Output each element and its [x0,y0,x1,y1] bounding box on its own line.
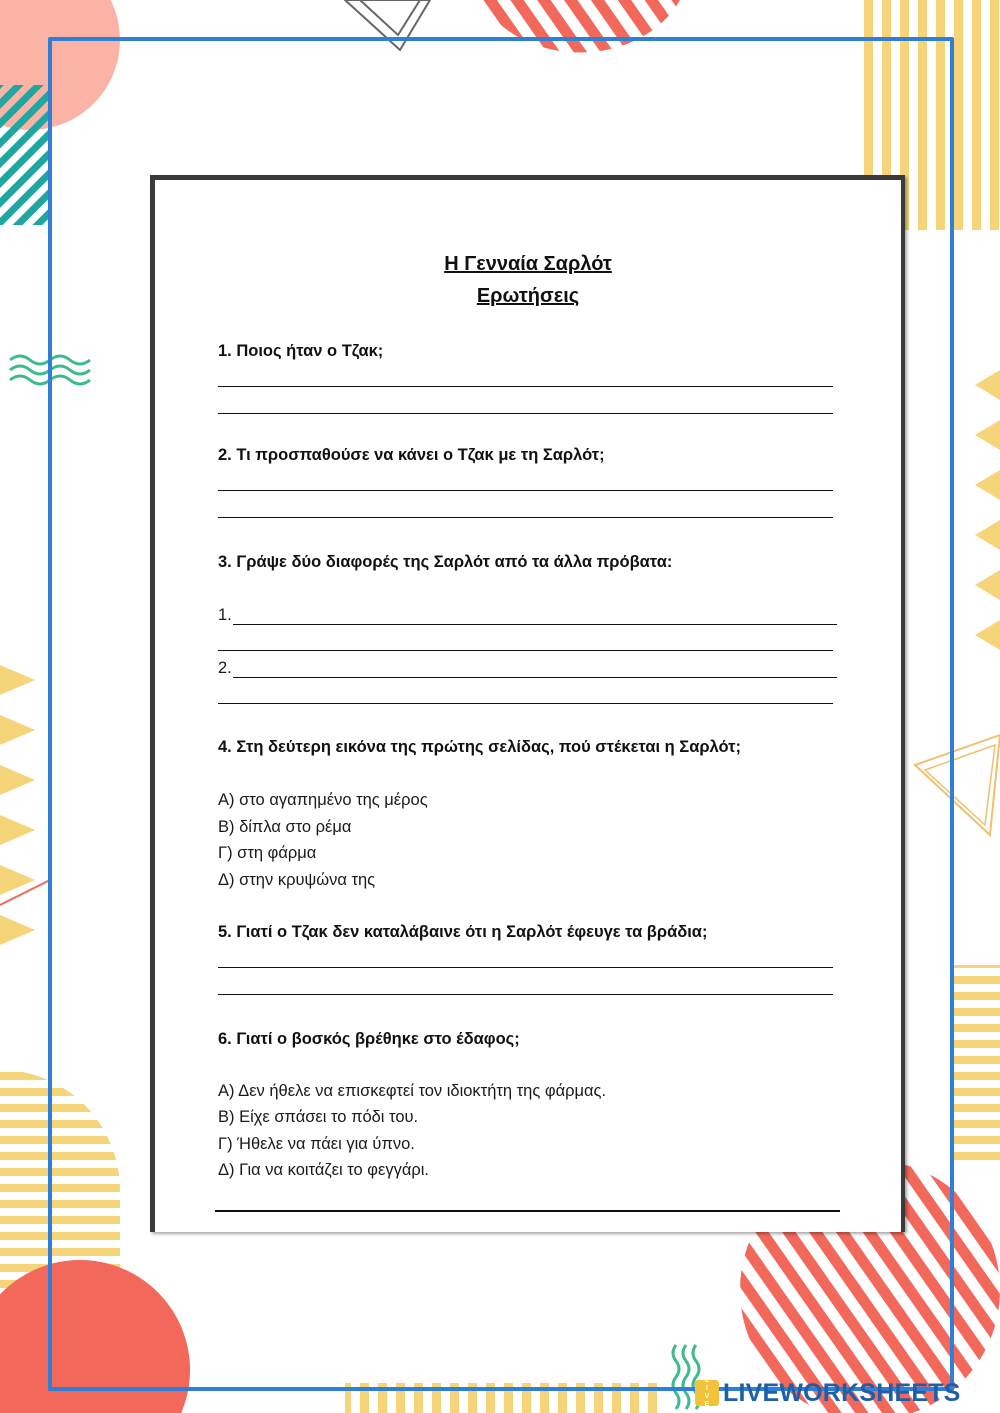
question-2: 2. Τι προσπαθούσε να κάνει ο Τζακ με τη Σαρλότ; [218,446,605,464]
question-4: 4. Στη δεύτερη εικόνα της πρώτης σελίδας, πού στέκεται η Σαρλότ; [218,738,742,756]
option-c[interactable]: Γ) Ήθελε να πάει για ύπνο. [218,1135,415,1153]
answer-line[interactable] [218,967,833,968]
option-d[interactable]: Δ) στην κρυψώνα της [218,871,376,889]
question-6: 6. Γιατί ο βοσκός βρέθηκε στο έδαφος; [218,1030,520,1048]
answer-line[interactable] [218,413,833,414]
option-a[interactable]: Α) Δεν ήθελε να επισκεφτεί τον ιδιοκτήτη της φάρμας. [218,1082,607,1100]
teal-stripe-block [0,85,50,225]
option-a[interactable]: Α) στο αγαπημένο της μέρος [218,791,428,809]
answer-line[interactable] [218,994,833,995]
option-c[interactable]: Γ) στη φάρμα [218,844,317,862]
brand-name: LIVEWORKSHEETS [723,1378,961,1407]
question-1: 1. Ποιος ήταν ο Τζακ; [218,342,384,360]
option-b[interactable]: Β) Είχε σπάσει το πόδι του. [218,1108,419,1126]
question-3: 3. Γράψε δύο διαφορές της Σαρλότ από τα άλλα πρόβατα: [218,553,673,571]
yellow-stripe-block-right [950,965,1000,1165]
liveworksheets-logo[interactable] [695,1375,961,1411]
answer-line[interactable] [218,490,833,491]
answer-line[interactable] [218,386,833,387]
answer-line[interactable] [218,703,833,704]
live-badge-icon: L I V E [695,1380,719,1406]
answer-number: 2. [218,659,232,677]
worksheet-title: Η Γενναία Σαρλότ [444,253,612,275]
question-5: 5. Γιατί ο Τζακ δεν καταλάβαινε ότι η Σαρλότ έφευγε τα βράδια; [218,923,708,941]
worksheet-page [150,175,905,1232]
page-bottom-rule [215,1210,840,1212]
answer-number: 1. [218,606,232,624]
option-d[interactable]: Δ) Για να κοιτάζει το φεγγάρι. [218,1161,430,1179]
option-b[interactable]: Β) δίπλα στο ρέμα [218,818,352,836]
yellow-triangles-right [975,370,1000,650]
answer-line[interactable] [218,517,833,518]
answer-line-numbered[interactable] [218,659,837,678]
answer-line-numbered[interactable] [218,606,837,625]
worksheet-subtitle: Ερωτήσεις [476,285,580,307]
answer-line[interactable] [218,650,833,651]
